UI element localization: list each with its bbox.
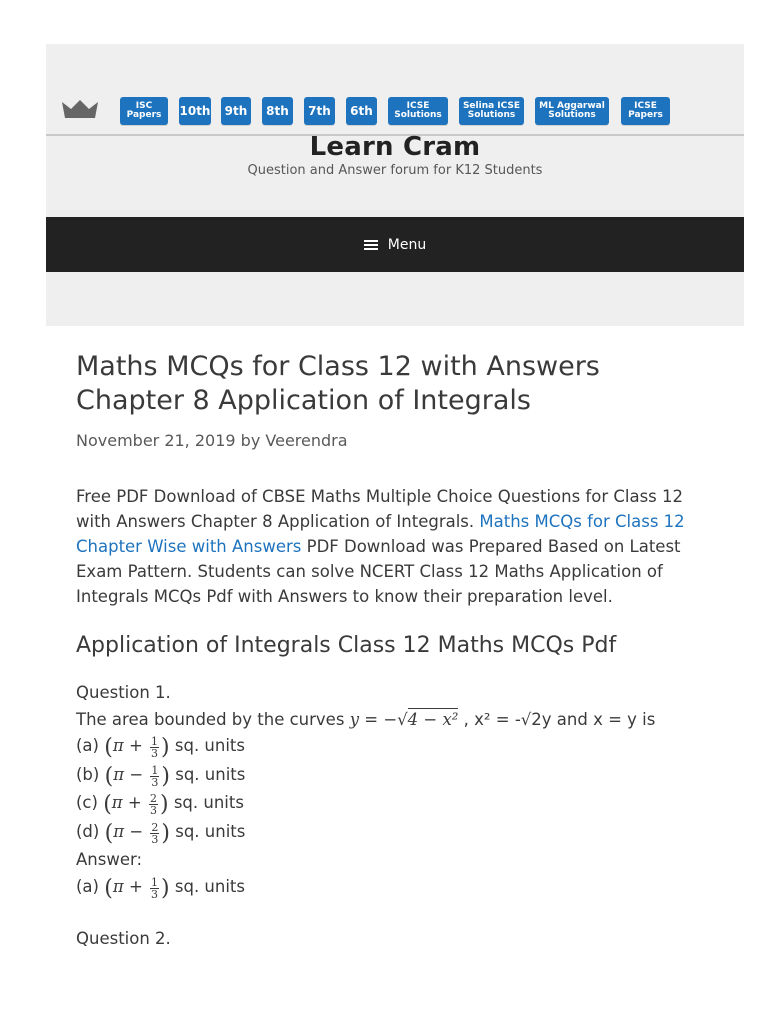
nav-button-7th[interactable]: 7th: [304, 97, 335, 125]
post-date[interactable]: November 21, 2019: [76, 431, 236, 450]
chapter-wise-link[interactable]: Maths MCQs for Class 12 Chapter Wise with Answers: [76, 512, 685, 556]
option-a: (a) (π + $\frac{1}{3}$ ) sq. units: [76, 735, 245, 760]
nav-button-icse-solutions[interactable]: ICSE Solutions: [388, 97, 448, 125]
option-b: (b) (π − $\frac{1}{3}$ ) sq. units: [76, 763, 246, 789]
site-description: Question and Answer forum for K12 Students: [247, 163, 543, 178]
nav-button-isc-papers[interactable]: ISC Papers: [120, 97, 168, 125]
post-by: by: [240, 431, 261, 450]
nav-button-10th[interactable]: 10th: [179, 97, 211, 125]
nav-button-selina-icse-solutions[interactable]: Selina ICSE Solutions: [459, 97, 524, 125]
nav-button-6th[interactable]: 6th: [346, 97, 377, 125]
question-2-heading: Question 2.: [76, 929, 171, 948]
post-author[interactable]: Veerendra: [265, 431, 348, 450]
section-heading: Application of Integrals Class 12 Maths MCQs Pdf: [76, 633, 617, 658]
intro-paragraph: Free PDF Download of CBSE Maths Multiple Choice Questions for Class 12 with Answers Chapter 8 Application of Integrals. Maths MCQs for Class 12 Chapter Wise with Answers PDF Download was Prepared Based on Latest Exam Pattern. Students can solve NCERT Class 12 Maths Application of Integrals MCQs Pdf with Answers to know their preparation level.: [76, 487, 685, 606]
site-header: [46, 44, 744, 326]
post-meta: [76, 431, 696, 450]
answer-value: (a) (π + $\frac{1}{3}$ ) sq. units: [76, 875, 245, 901]
option-c: (c) (π + $\frac{2}{3}$ ) sq. units: [76, 792, 244, 817]
answer-label: Answer:: [76, 850, 143, 869]
hamburger-icon[interactable]: [364, 240, 378, 250]
crown-icon[interactable]: [61, 98, 99, 120]
post-title: Maths MCQs for Class 12 with Answers Chapter 8 Application of Integrals: [76, 351, 600, 416]
menu-toggle-bar[interactable]: [46, 217, 744, 272]
post-content: [76, 350, 696, 953]
nav-button-8th[interactable]: 8th: [262, 97, 293, 125]
nav-button-9th[interactable]: 9th: [221, 97, 251, 125]
site-title[interactable]: Learn Cram: [309, 132, 481, 162]
menu-label[interactable]: Menu: [387, 236, 427, 253]
nav-button-ml-aggarwal-solutions[interactable]: ML Aggarwal Solutions: [535, 97, 609, 125]
question-1: [76, 680, 696, 953]
option-d: (d) (π − $\frac{2}{3}$ ) sq. units: [76, 820, 246, 846]
question-1-heading: Question 1.: [76, 683, 171, 702]
question-1-stem: The area bounded by the curves y = −√4 − x² , x² = -√2y and x = y is: [76, 709, 656, 729]
nav-button-icse-papers[interactable]: ICSE Papers: [621, 97, 670, 125]
top-nav-bar: [46, 44, 744, 136]
